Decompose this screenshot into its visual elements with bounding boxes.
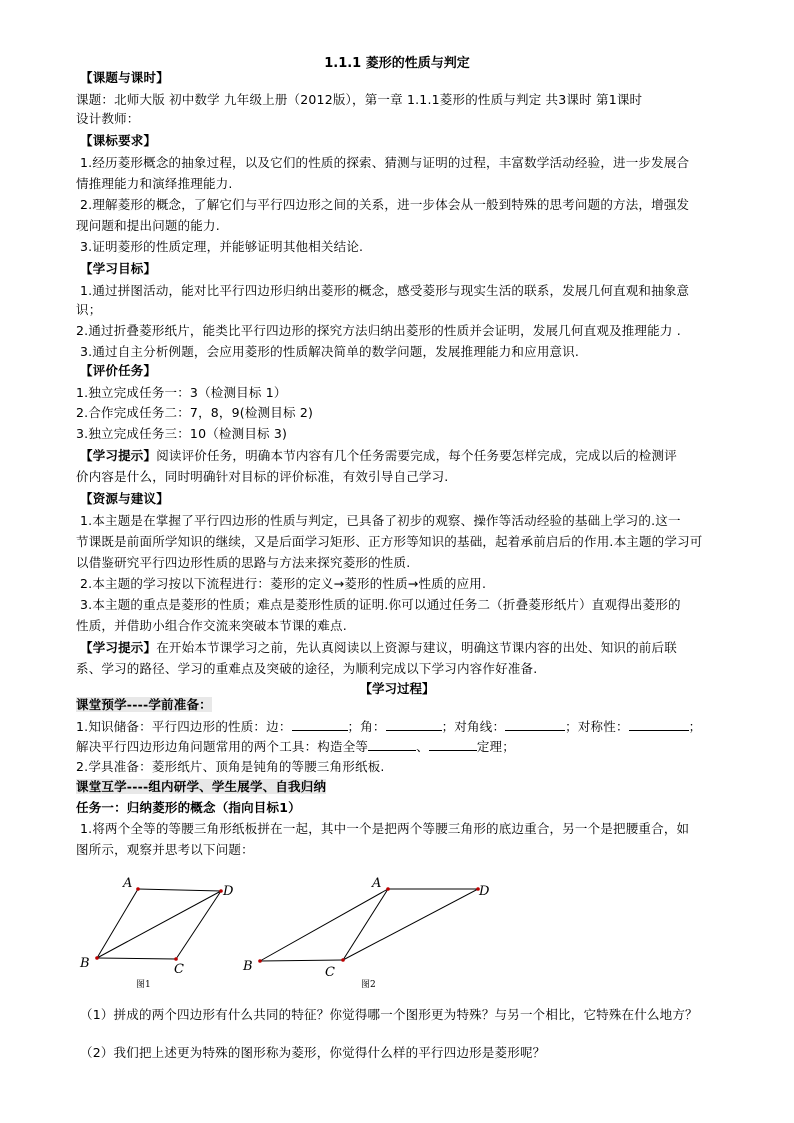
section-heading-guocheng: 【学习过程】 — [359, 681, 435, 696]
edge-dc — [343, 889, 478, 960]
prep-line: 2.学具准备：菱形纸片、顶角是钝角的等腰三角形纸板. — [76, 759, 385, 774]
edge-cb — [260, 960, 343, 961]
congruence-blank[interactable] — [368, 738, 416, 751]
study-tip-label: 【学习提示】 — [80, 640, 157, 655]
symmetry-blank[interactable] — [629, 718, 689, 731]
label-c: C — [174, 962, 184, 977]
huxue-heading: 课堂互学----组内研学、学生展学、自我归纳 — [76, 779, 327, 794]
mubiao-item-3: 3.通过自主分析例题，会应用菱形的性质解决简单的数学问题，发展推理能力和应用意识. — [80, 344, 580, 359]
knowledge-line: 1.知识储备：平行四边形的性质：边： ；角： ；对角线： ；对称性： ； — [76, 719, 702, 734]
label-a: A — [372, 876, 382, 891]
teacher-line: 设计教师： — [76, 111, 140, 126]
angle-blank[interactable] — [386, 718, 442, 731]
ziyuan-item-3a: 3.本主题的重点是菱形的性质；难点是菱形性质的证明.你可以通过任务二（折叠菱形纸片）直观得出菱形的 — [80, 597, 681, 612]
point-b — [95, 956, 99, 960]
label-d: D — [223, 884, 234, 899]
ziyuan-item-1a: 1.本主题是在掌握了平行四边形的性质与判定，已具备了初步的观察、操作等活动经验的基础上学习的.这一 — [80, 513, 681, 528]
study-tip-text: 在开始本节课学习之前，先认真阅读以上资源与建议，明确这节课内容的出处、知识的前后联 — [156, 640, 677, 655]
edge-cb — [97, 958, 176, 959]
ziyuan-item-1c: 以借鉴研究平行四边形性质的思路与方法来探究菱形的性质. — [76, 555, 411, 570]
point-a — [136, 887, 140, 891]
ziyuan-item-2: 2.本主题的学习按以下流程进行：菱形的定义→菱形的性质→性质的应用. — [80, 576, 487, 591]
pingjia-item-3: 3.独立完成任务三：10（检测目标 3) — [76, 426, 288, 441]
mubiao-item-2: 2.通过折叠菱形纸片，能类比平行四边形的探究方法归纳出菱形的性质并会证明，发展几何直观及推理能力 . — [76, 323, 681, 338]
study-tip-label: 【学习提示】 — [80, 448, 157, 463]
study-tip-1b: 价内容是什么，同时明确针对目标的评价标准，有效引导自己学习. — [76, 469, 449, 484]
task1-item-1a: 1.将两个全等的等腰三角形纸板拼在一起，其中一个是把两个等腰三角形的底边重合，另一个是把腰重合，如 — [80, 821, 690, 836]
label-b: B — [80, 956, 90, 971]
ziyuan-item-1b: 节课既是前面所学知识的继续，又是后面学习矩形、正方形等知识的基础，起着承前启后的作用.本主题的学习可 — [76, 534, 703, 549]
keti-line: 课题：北师大版 初中数学 九年级上册（2012版），第一章 1.1.1菱形的性质与判定 共3课时 第1课时 — [76, 92, 643, 107]
pingjia-item-1: 1.独立完成任务一：3（检测目标 1） — [76, 385, 287, 400]
theorem-blank[interactable] — [429, 738, 477, 751]
mubiao-item-1a: 1.通过拼图活动，能对比平行四边形归纳出菱形的概念，感受菱形与现实生活的联系，发展几何直观和抽象意 — [80, 283, 690, 298]
diagonal-ac — [343, 889, 388, 960]
label-d: D — [479, 884, 490, 899]
figure-2-caption: 图2 — [361, 980, 376, 990]
point-c — [341, 958, 345, 962]
question-1: （1）拼成的两个四边形有什么共同的特征？你觉得哪一个图形更为特殊？与另一个相比，它特殊在什么地方？ — [80, 1007, 698, 1022]
kebiao-item-1a: 1.经历菱形概念的抽象过程，以及它们的性质的探索、猜测与证明的过程，丰富数学活动经验，进一步发展合 — [80, 155, 690, 170]
question-2: （2）我们把上述更为特殊的图形称为菱形，你觉得什么样的平行四边形是菱形呢？ — [80, 1045, 546, 1060]
kebiao-item-3: 3.证明菱形的性质定理，并能够证明其他相关结论. — [80, 239, 364, 254]
study-tip-2a — [80, 640, 770, 656]
edge-dc — [176, 891, 221, 959]
section-heading-keti: 【课题与课时】 — [80, 70, 169, 85]
mubiao-item-1b: 识； — [76, 302, 102, 317]
ziyuan-item-3b: 性质，并借助小组合作交流来突破本节课的难点. — [76, 618, 347, 633]
label-a: A — [123, 876, 133, 891]
label-c: C — [325, 965, 335, 980]
pingjia-item-2: 2.合作完成任务二：7，8，9(检测目标 2) — [76, 405, 314, 420]
section-heading-mubiao: 【学习目标】 — [80, 261, 157, 276]
figure-1-caption: 图1 — [136, 980, 151, 990]
figure-2 — [235, 872, 505, 992]
point-b — [258, 959, 262, 963]
edge-ba — [97, 889, 138, 958]
tools-line: 解决平行四边形边角问题常用的两个工具：构造全等 、 定理； — [76, 739, 515, 754]
kebiao-item-2b: 现问题和提出问题的能力. — [76, 218, 220, 233]
diagonal-bd — [97, 891, 221, 958]
point-c — [174, 957, 178, 961]
kebiao-item-2a: 2.理解菱形的概念，了解它们与平行四边形之间的关系，进一步体会从一般到特殊的思考问题的方法，增强发 — [80, 197, 690, 212]
yuxue-heading: 课堂预学----学前准备： — [76, 697, 212, 712]
section-heading-ziyuan: 【资源与建议】 — [80, 491, 169, 506]
point-a — [386, 887, 390, 891]
figure-1 — [70, 872, 250, 992]
label-b: B — [243, 959, 253, 974]
section-heading-kebiao: 【课标要求】 — [80, 133, 157, 148]
study-tip-2b: 系、学习的路径、学习的重难点及突破的途径，为顺利完成以下学习内容作好准备. — [76, 661, 538, 676]
study-tip-text: 阅读评价任务，明确本节内容有几个任务需要完成，每个任务要怎样完成，完成以后的检测评 — [156, 448, 677, 463]
side-blank[interactable] — [292, 718, 348, 731]
diagonal-blank[interactable] — [505, 718, 565, 731]
page-title: 1.1.1 菱形的性质与判定 — [324, 56, 470, 71]
study-tip-1a — [80, 448, 770, 464]
edge-ad — [138, 889, 221, 891]
task1-heading: 任务一：归纳菱形的概念（指向目标1） — [76, 800, 301, 815]
task1-item-1b: 图所示，观察并思考以下问题： — [76, 842, 254, 857]
kebiao-item-1b: 情推理能力和演绎推理能力. — [76, 176, 233, 191]
edge-ba — [260, 889, 388, 961]
section-heading-pingjia: 【评价任务】 — [80, 363, 157, 378]
